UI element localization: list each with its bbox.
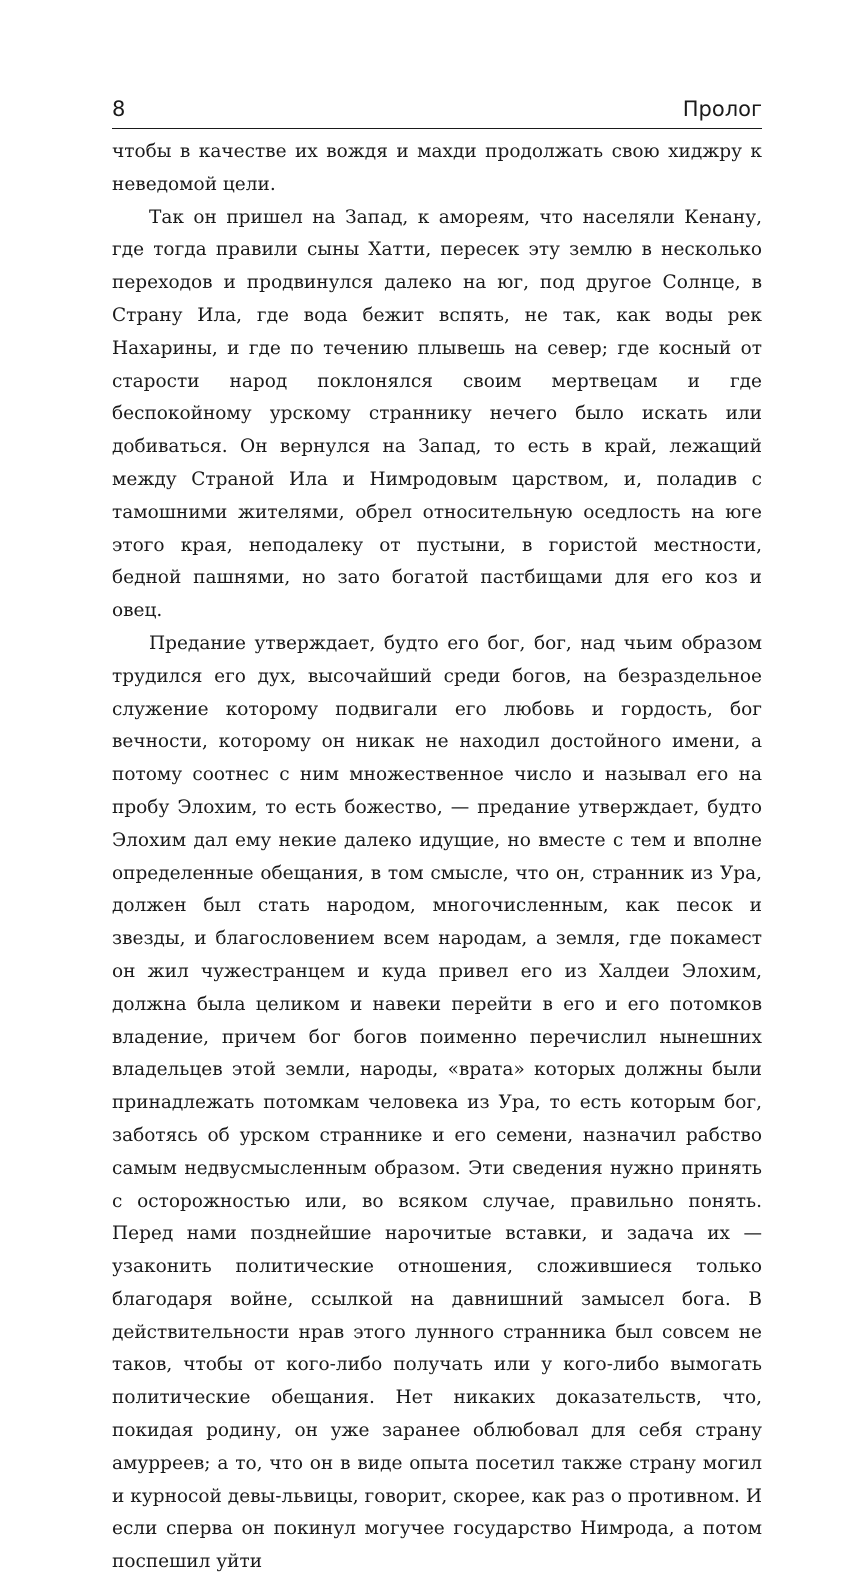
paragraph-3: Предание утверждает, будто его бог, бог, над чьим образом трудился его дух, высочайший среди богов, на безраздельное служение которому подвигали его любовь и гордость, бог вечности, которому он никак не находил достойного имени, а потому соотнес с ним множественное число и называл его на пробу Элохим, то есть божество, — предание утверждает, будто Элохим дал ему некие далеко идущие, но вместе с тем и вполне определенные обещания, в том смысле, что он, странник из Ура, должен был стать народом, многочисленным, как песок и звезды, и благословением всем народам, а земля, где покамест он жил чужестранцем и куда привел его из Халдеи Элохим, должна была целиком и навеки перейти в его и его потомков владение, причем бог богов поименно перечислил нынешних владельцев этой земли, народы, «врата» которых должны были принадлежать потомкам человека из Ура, то есть которым бог, заботясь об урском страннике и его семени, назначил рабство самым недвусмысленным образом. Эти сведения нужно принять с осторожностью или, во всяком случае, правильно понять. Перед нами позднейшие нарочитые вставки, и задача их — узаконить политические отношения, сложившиеся только благодаря войне, ссылкой на давнишний замысел бога. В действительности нрав этого лунного странника был совсем не таков, чтобы от кого-либо получать или у кого-либо вымогать политические обещания. Нет никаких доказательств, что, покидая родину, он уже заранее облюбовал для себя страну амурреев; а то, что он в виде опыта посетил также страну могил и курносой девы-львицы, говорит, скорее, как раз о противном. И если сперва он покинул могучее государство Нимрода, а потом поспешил уйти — [112, 632, 762, 1573]
page-header — [112, 94, 762, 129]
paragraph-2: Так он пришел на Запад, к амореям, что населяли Кенану, где тогда правили сыны Хатти, пересек эту землю в несколько переходов и продвинулся далеко на юг, под другое Солнце, в Страну Ила, где вода бежит вспять, не так, как воды рек Нахарины, и где по течению плывешь на север; где косный от старости народ поклонялся своим мертвецам и где беспокойному урскому страннику нечего было искать или добиваться. Он вернулся на Запад, то есть в край, лежащий между Страной Ила и Нимродовым царством, и, поладив с тамошними жителями, обрел относительную оседлость на юге этого края, неподалеку от пустыни, в гористой местности, бедной пашнями, но зато богатой пастбищами для его коз и овец. — [112, 206, 762, 622]
running-head: Пролог — [682, 97, 762, 121]
paragraph-1: чтобы в качестве их вождя и махди продолжать свою хиджру к неведомой цели. — [112, 141, 762, 195]
body-text — [112, 136, 762, 1579]
page-number: 8 — [112, 97, 126, 121]
